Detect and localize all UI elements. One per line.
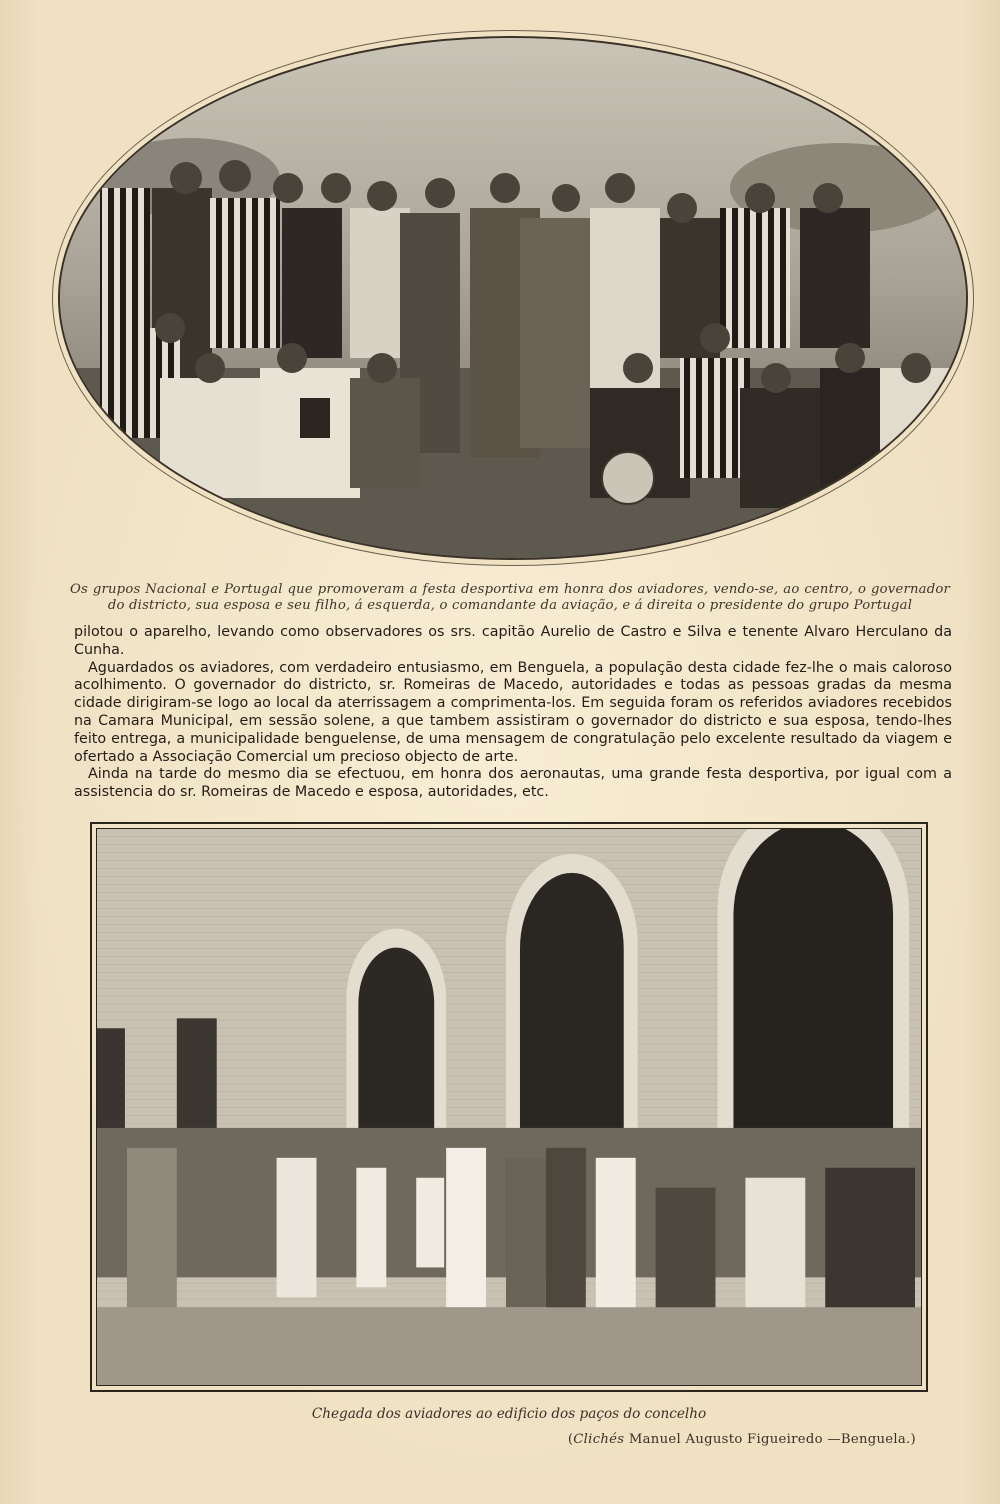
article-paragraph: Aguardados os aviadores, com verdadeiro entusiasmo, em Benguela, a população desta cidade fez-lhe o mais caloroso acolhimento. O governador do districto, sr. Romeiras de Macedo, autoridades e todas as pessoas gradas da mesma cidade dirigiram-se logo ao local da aterrissagem a comprimenta-los. Em seguida foram os referidos aviadores recebidos na Camara Municipal, em sessão solene, a que tambem assistiram o governador do districto e sua esposa, tendo-lhes feito entrega, a municipalidade benguelense, de uma mensagem de congratulação pelo excelente resultado da viagem e ofertado a Associação Comercial um precioso objecto de arte. <box>74 659 952 765</box>
credit-text: Manuel Augusto Figueiredo —Benguela.) <box>624 1432 916 1447</box>
team-group-photo <box>58 36 968 560</box>
town-hall-drawing <box>97 829 921 1385</box>
credit-label: Clichés <box>573 1432 625 1447</box>
article-body <box>74 624 952 802</box>
town-hall-photo <box>96 828 922 1386</box>
team-photo-drawing <box>60 38 966 558</box>
town-hall-photo-frame <box>90 822 928 1392</box>
credit-open-paren: ( <box>567 1432 574 1447</box>
article-paragraph: Ainda na tarde do mesmo dia se efectuou, em honra dos aeronautas, uma grande festa desportiva, por igual com a assistencia do sr. Romeiras de Macedo e esposa, autoridades, etc. <box>74 766 952 801</box>
article-paragraph: pilotou o aparelho, levando como observadores os srs. capitão Aurelio de Castro e Silva e tenente Alvaro Herculano da Cunha. <box>74 624 952 658</box>
photo-credit <box>568 1432 916 1447</box>
town-hall-photo-caption: Chegada dos aviadores ao edificio dos paços do concelho <box>311 1406 707 1422</box>
team-photo-caption: Os grupos Nacional e Portugal que promoveram a festa desportiva em honra dos aviadores, vendo-se, ao centro, o governador do districto, sua esposa e seu filho, á esquerda, o comandante da aviação, e á direita o presidente do grupo Portugal <box>70 582 950 613</box>
